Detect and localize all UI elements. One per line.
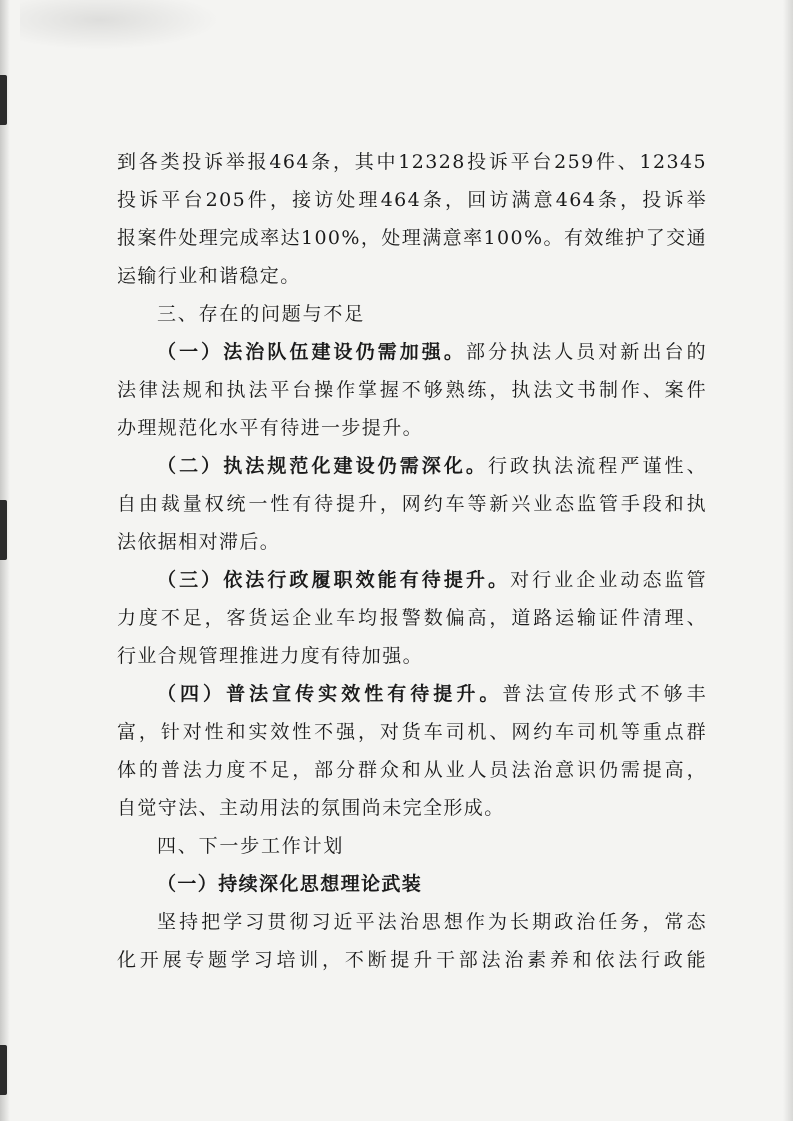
subsection-lead: （三）依法行政履职效能有待提升。 [157,569,511,591]
body-line: （四）普法宣传实效性有待提升。普法宣传形式不够丰 [157,683,707,705]
binding-hole-mark [0,1045,7,1095]
page-left-edge [0,0,10,1121]
body-line: 体的普法力度不足，部分群众和从业人员法治意识仍需提高， [117,759,707,781]
body-line: 自由裁量权统一性有待提升，网约车等新兴业态监管手段和执 [117,493,707,515]
body-line: 自觉守法、主动用法的氛围尚未完全形成。 [117,797,505,819]
body-line: （三）依法行政履职效能有待提升。对行业企业动态监管 [157,569,707,591]
body-line: 化开展专题学习培训，不断提升干部法治素养和依法行政能 [117,949,707,971]
body-line: 报案件处理完成率达100%，处理满意率100%。有效维护了交通 [117,227,707,249]
body-line: 法依据相对滞后。 [117,531,281,553]
body-line: 坚持把学习贯彻习近平法治思想作为长期政治任务，常态 [157,911,707,933]
document-body [117,143,707,979]
body-line: 行业合规管理推进力度有待加强。 [117,645,424,667]
subsection-lead: （四）普法宣传实效性有待提升。 [157,683,503,705]
binding-hole-mark [0,500,7,560]
body-line: 力度不足，客货运企业车均报警数偏高，道路运输证件清理、 [117,607,707,629]
section-heading: 三、存在的问题与不足 [157,303,366,325]
section-heading: 四、下一步工作计划 [157,835,345,857]
body-line: （二）执法规范化建设仍需深化。行政执法流程严谨性、 [157,455,707,477]
subsection-heading [117,865,707,903]
subsection-lead: （二）执法规范化建设仍需深化。 [157,455,488,477]
body-line: 运输行业和谐稳定。 [117,265,301,287]
body-line: 法律法规和执法平台操作掌握不够熟练，执法文书制作、案件 [117,379,707,401]
body-line: 到各类投诉举报464条，其中12328投诉平台259件、12345 [117,151,707,173]
body-line: （一）法治队伍建设仍需加强。部分执法人员对新出台的 [157,341,707,363]
binding-hole-mark [0,75,7,125]
bleed-through-shadow [20,0,220,50]
body-line: 投诉平台205件，接访处理464条，回访满意464条，投诉举 [117,189,707,211]
subsection-lead: （一）持续深化思想理论武装 [157,873,423,895]
subsection-lead: （一）法治队伍建设仍需加强。 [157,341,466,363]
body-line: 办理规范化水平有待进一步提升。 [117,417,424,439]
page-right-edge [783,0,793,1121]
body-line: 富，针对性和实效性不强，对货车司机、网约车司机等重点群 [117,721,707,743]
